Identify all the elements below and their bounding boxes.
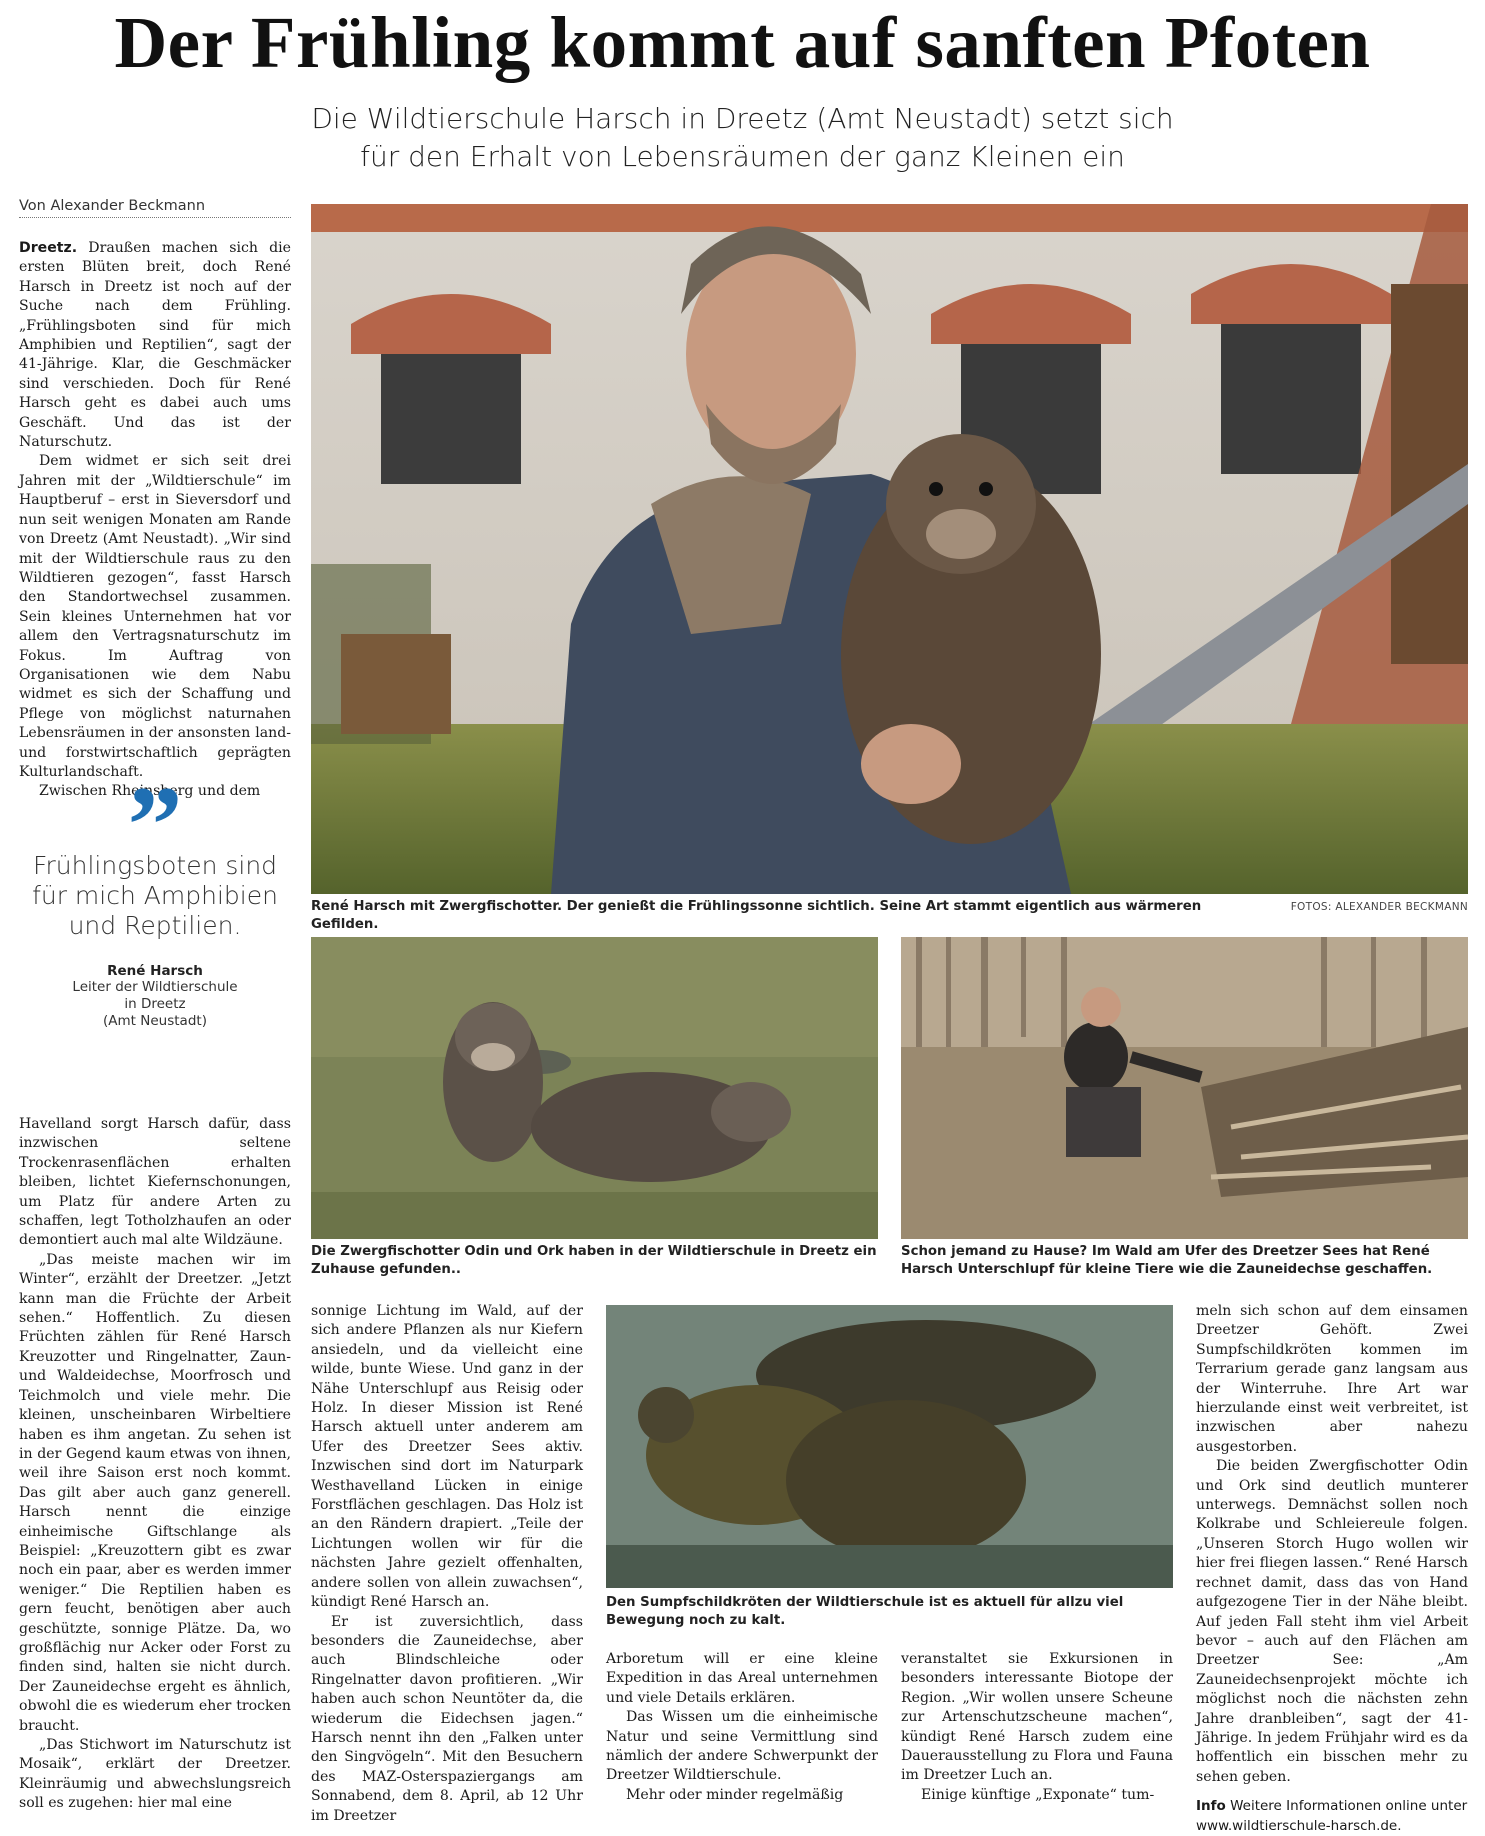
- byline: Von Alexander Beckmann: [19, 198, 291, 218]
- column-4: [901, 1650, 1173, 1805]
- column-2: [311, 1302, 583, 1826]
- column-3: [606, 1650, 878, 1805]
- quote-author: René Harsch: [107, 963, 203, 979]
- paragraph: Zwischen Rheinsberg und dem: [39, 783, 261, 800]
- otters-photo-caption: Die Zwergfischotter Odin und Ork haben in der Wildtierschule in Dreetz ein Zuhause gefunden..: [311, 1244, 877, 1277]
- otters-photo: [311, 937, 878, 1239]
- pull-quote: [19, 764, 291, 1030]
- article-headline: Der Frühling kommt auf sanften Pfoten: [114, 2, 1371, 83]
- subheadline-line-2: für den Erhalt von Lebensräumen der ganz Kleinen ein: [360, 140, 1125, 173]
- paragraph: Mehr oder minder regelmäßig: [626, 1786, 844, 1803]
- paragraph: Er ist zuversichtlich, dass besonders die Zauneidechse, aber auch Blindschleiche oder Ringelnatter davon profitieren. „Wir haben auch schon Neuntöter da, die wiederum die Eidechsen jagen.“ Harsch nennt ihn den „Falken unter den Singvögeln“. Mit den Besuchern des MAZ-Osterspaziergangs am Sonnabend, dem 8. April, ab 12 Uhr im Dreetzer: [311, 1613, 583, 1824]
- column-5: [1196, 1302, 1468, 1836]
- forest-photo: [901, 937, 1468, 1239]
- lead-paragraph: [19, 239, 291, 452]
- main-photo: [311, 204, 1468, 894]
- paragraph: Das Wissen um die einheimische Natur und seine Vermittlung sind nämlich der andere Schwerpunkt der Dreetzer Wildtierschule.: [606, 1709, 878, 1784]
- forest-photo-caption: Schon jemand zu Hause? Im Wald am Ufer des Dreetzer Sees hat René Harsch Unterschlupf für kleine Tiere wie die Zauneidechse geschaffen.: [901, 1244, 1433, 1277]
- paragraph: „Das meiste machen wir im Winter“, erzählt der Dreetzer. „Jetzt kann man die Früchte der Arbeit sehen.“ Hoffentlich. Zu diesen Früchten zählen für René Harsch Kreuzotter und Ringelnatter, Zaun- und Waldeidechse, Moorfrosch und Teichmolch und viele mehr. Die kleinen, unscheinbaren Wirbeltiere haben es ihm angetan. Zu sehen ist in der Gegend kaum etwas von ihnen, weil ihre Saison erst noch kommt. Das gilt aber auch ganz generell. Harsch nennt die einzige einheimische Giftschlange als Beispiel: „Kreuzottern gibt es zwar noch ein paar, aber es werden immer weniger.“ Die Reptilien haben es gern feucht, benötigen aber auch geschützte, sonnige Plätze. Da, wo großflächig nur Acker oder Forst zu finden sind, halten sie nicht durch. Der Zauneidechse ergeht es ähnlich, obwohl die es wiederum eher trocken braucht.: [19, 1251, 291, 1734]
- paragraph: veranstaltet sie Exkursionen in besonders interessante Biotope der Region. „Wir wollen unsere Scheune zur Artenschutzscheune machen“, kündigt René Harsch zudem eine Dauerausstellung zu Flora und Fauna im Dreetzer Luch an.: [901, 1651, 1173, 1784]
- paragraph: sonnige Lichtung im Wald, auf der sich andere Pflanzen als nur Kiefern ansiedeln, und da vielleicht eine wilde, bunte Wiese. Und ganz in der Nähe Unterschlupf aus Reisig oder Holz. In dieser Mission ist René Harsch aktuell unter anderem am Ufer des Dreetzer Sees aktiv. Inzwischen sind dort im Naturpark Westhavelland Lücken in einige Forstflächen geschlagen. Das Holz ist an den Rändern drapiert. „Teile der Lichtungen wollen wir für die nächsten Jahre gezielt offenhalten, andere sollen von allein zuwachsen“, kündigt René Harsch an.: [311, 1303, 583, 1611]
- quote-mark-icon: ”: [127, 764, 183, 886]
- quote-text: Frühlingsboten sind für mich Amphibien und Reptilien.: [32, 851, 278, 940]
- paragraph: Einige künftige „Exponate“ tum-: [921, 1786, 1155, 1803]
- column-1-top: [19, 239, 291, 802]
- subheadline-line-1: Die Wildtierschule Harsch in Dreetz (Amt Neustadt) setzt sich: [311, 102, 1174, 135]
- paragraph: Dem widmet er sich seit drei Jahren mit der „Wildtierschule“ im Hauptberuf – erst in Sieversdorf und nun seit wenigen Monaten am Rande von Dreetz (Amt Neustadt). „Wir sind mit der Wildtierschule raus zu den Wildtieren gezogen“, fasst Harsch den Standortwechsel zusammen. Sein kleines Unternehmen hat vor allem den Vertragsnaturschutz im Fokus. Im Auftrag von Organisationen wie dem Nabu widmet es sich der Schaffung und Pflege von möglichst naturnahen Lebensräumen in der ansonsten land- und forstwirtschaftlich geprägten Kulturlandschaft.: [19, 453, 291, 780]
- paragraph: Arboretum will er eine kleine Expedition in das Areal unternehmen und viele Details erklären.: [606, 1651, 878, 1706]
- info-text: Weitere Informationen online unter www.wildtierschule-harsch.de.: [1196, 1798, 1468, 1834]
- info-box: [1196, 1797, 1468, 1836]
- turtles-photo-caption: Den Sumpfschildkröten der Wildtierschule ist es aktuell für allzu viel Bewegung noch zu kalt.: [606, 1595, 1124, 1628]
- turtles-photo: [606, 1305, 1173, 1588]
- quote-role-line: (Amt Neustadt): [103, 1013, 207, 1029]
- lead-text: Draußen machen sich die ersten Blüten breit, doch René Harsch in Dreetz ist noch auf der Suche nach dem Frühling. „Frühlingsboten sind für mich Amphibien und Reptilien“, sagt der 41-Jährige. Klar, die Geschmäcker sind verschieden. Doch für René Harsch geht es dabei auch ums Geschäft. Und das ist der Naturschutz.: [19, 240, 291, 451]
- paragraph: meln sich schon auf dem einsamen Dreetzer Gehöft. Zwei Sumpfschildkröten kommen im Terrarium gerade ganz langsam aus der Winterruhe. Ihre Art war hierzulande einst weit verbreitet, ist inzwischen aber nahezu ausgestorben.: [1196, 1303, 1468, 1455]
- quote-role-line: Leiter der Wildtierschule: [72, 979, 238, 995]
- quote-role-line: in Dreetz: [124, 996, 186, 1012]
- dateline: Dreetz.: [19, 240, 78, 256]
- photo-credit: FOTOS: ALEXANDER BECKMANN: [1290, 901, 1468, 913]
- main-photo-caption: René Harsch mit Zwergfischotter. Der genießt die Frühlingssonne sichtlich. Seine Art stammt eigentlich aus wärmeren Gefilden.: [311, 899, 1202, 932]
- paragraph: Die beiden Zwergfischotter Odin und Ork sind deutlich munterer unterwegs. Demnächst sollen noch Kolkrabe und Schleiereule folgen. „Unseren Storch Hugo wollen wir hier frei fliegen lassen.“ René Harsch rechnet damit, dass das von Hand aufgezogene Tier in der Nähe bleibt. Auf jeden Fall steht ihm viel Arbeit bevor – auch auf den Flächen am Dreetzer See: „Am Zauneidechsenprojekt möchte ich möglichst noch die nächsten zehn Jahre dranbleiben“, sagt der 41-Jährige. In jedem Frühjahr wird es da hoffentlich ein bisschen mehr zu sehen geben.: [1196, 1458, 1468, 1785]
- article-subheadline: [0, 100, 1485, 176]
- paragraph: Havelland sorgt Harsch dafür, dass inzwischen seltene Trockenrasenflächen erhalten bleiben, lichtet Kiefernschonungen, um Platz für andere Arten zu schaffen, legt Totholzhaufen an oder demontiert auch mal alte Wildzäune.: [19, 1116, 291, 1249]
- column-1-bottom: [19, 1115, 291, 1814]
- info-label: Info: [1196, 1798, 1226, 1815]
- paragraph: „Das Stichwort im Naturschutz ist Mosaik“, erklärt der Dreetzer. Kleinräumig und abwechslungsreich soll es zugehen: hier mal eine: [19, 1737, 291, 1812]
- quote-role: [19, 979, 291, 1030]
